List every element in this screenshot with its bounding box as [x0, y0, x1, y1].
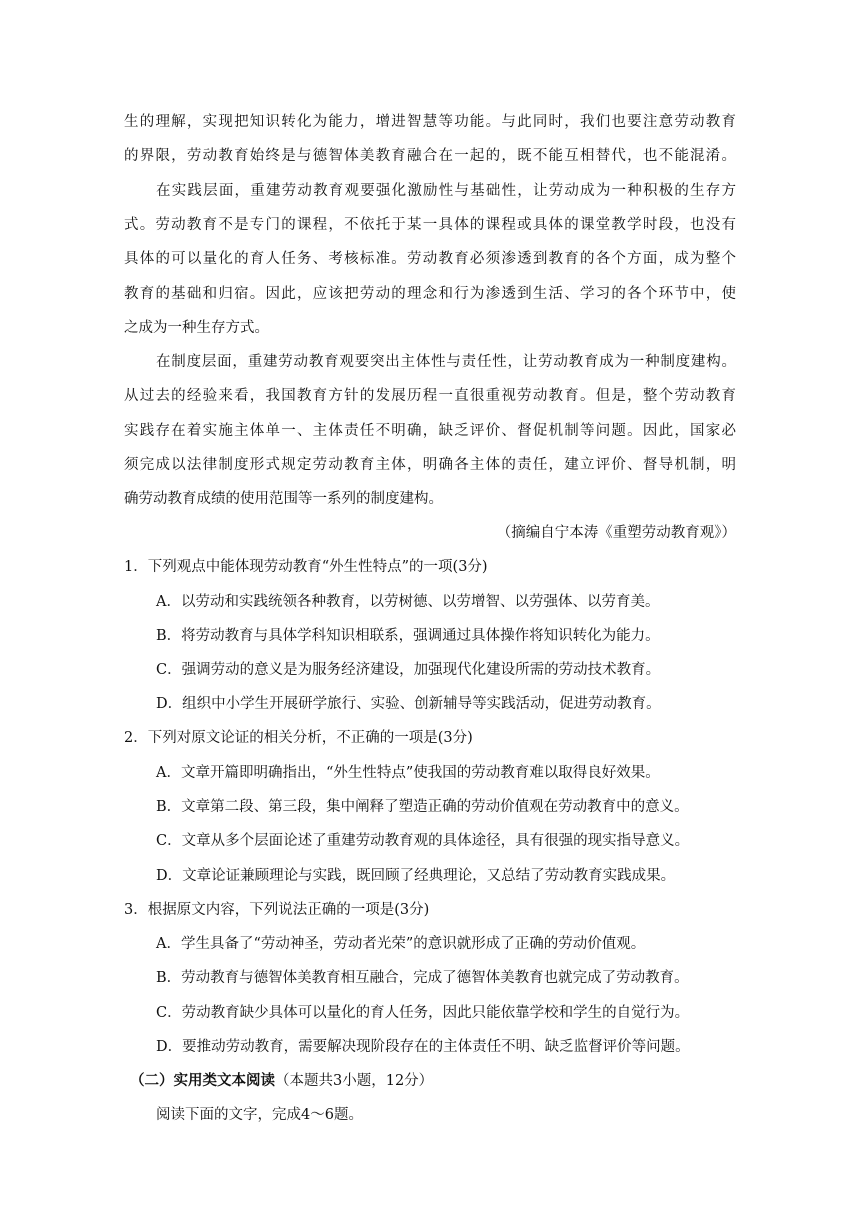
section-heading-label: （二）实用类文本阅读	[130, 1072, 275, 1089]
passage-line: 从过去的经验来看，我国教育方针的发展历程一直很重视劳动教育。但是，整个劳动教育	[124, 388, 736, 404]
question-option: B．劳动教育与德智体美教育相互融合，完成了德智体美教育也就完成了劳动教育。	[156, 970, 689, 986]
section-instruction: 阅读下面的文字，完成4～6题。	[156, 1107, 363, 1123]
source-attribution: （摘编自宁本涛《重塑劳动教育观》）	[496, 525, 736, 541]
passage-line: 生的理解，实现把知识转化为能力，增进智慧等功能。与此同时，我们也要注意劳动教育	[124, 114, 736, 130]
passage-line: 确劳动教育成绩的使用范围等一系列的制度建构。	[124, 491, 443, 507]
passage-line: 之成为一种生存方式。	[124, 320, 269, 336]
question-stem: 3．根据原文内容，下列说法正确的一项是(3分)	[124, 902, 430, 918]
question-option: C．劳动教育缺少具体可以量化的育人任务，因此只能依靠学校和学生的自觉行为。	[156, 1005, 690, 1021]
question-option: D．组织中小学生开展研学旅行、实验、创新辅导等实践活动，促进劳动教育。	[156, 696, 661, 712]
question-stem: 2．下列对原文论证的相关分析，不正确的一项是(3分)	[124, 730, 473, 746]
passage-line: 在制度层面，重建劳动教育观要突出主体性与责任性，让劳动教育成为一种制度建构。	[156, 354, 736, 370]
passage-line: 须完成以法律制度形式规定劳动教育主体，明确各主体的责任，建立评价、督导机制，明	[124, 457, 736, 473]
section-heading-note: （本题共3小题，12分）	[275, 1073, 434, 1089]
passage-line: 实践存在着实施主体单一、主体责任不明确，缺乏评价、督促机制等问题。因此，国家必	[124, 423, 736, 439]
question-option: C．文章从多个层面论述了重建劳动教育观的具体途径，具有很强的现实指导意义。	[156, 833, 690, 849]
passage-line: 教育的基础和归宿。因此，应该把劳动的理念和行为渗透到生活、学习的各个环节中，使	[124, 286, 736, 302]
passage-line: 的界限，劳动教育始终是与德智体美教育融合在一起的，既不能互相替代，也不能混淆。	[124, 148, 736, 164]
question-option: C．强调劳动的意义是为服务经济建设，加强现代化建设所需的劳动技术教育。	[156, 662, 661, 678]
question-option: A．以劳动和实践统领各种教育，以劳树德、以劳增智、以劳强体、以劳育美。	[156, 594, 660, 610]
section-heading	[130, 1071, 433, 1091]
passage-line: 式。劳动教育不是专门的课程，不依托于某一具体的课程或具体的课堂教学时段，也没有	[124, 217, 736, 233]
question-option: D．文章论证兼顾理论与实践，既回顾了经典理论，又总结了劳动教育实践成果。	[156, 868, 676, 884]
passage-line: 在实践层面，重建劳动教育观要强化激励性与基础性，让劳动成为一种积极的生存方	[156, 183, 736, 199]
question-stem: 1．下列观点中能体现劳动教育“外生性特点”的一项(3分)	[124, 559, 488, 575]
question-option: D．要推动劳动教育，需要解决现阶段存在的主体责任不明、缺乏监督评价等问题。	[156, 1039, 690, 1055]
question-option: A．文章开篇即明确指出，“外生性特点”使我国的劳动教育难以取得良好效果。	[156, 765, 660, 781]
question-option: B．将劳动教育与具体学科知识相联系，强调通过具体操作将知识转化为能力。	[156, 628, 660, 644]
question-option: A．学生具备了“劳动神圣，劳动者光荣”的意识就形成了正确的劳动价值观。	[156, 936, 646, 952]
question-option: B．文章第二段、第三段，集中阐释了塑造正确的劳动价值观在劳动教育中的意义。	[156, 799, 689, 815]
passage-line: 具体的可以量化的育人任务、考核标准。劳动教育必须渗透到教育的各个方面，成为整个	[124, 251, 736, 267]
